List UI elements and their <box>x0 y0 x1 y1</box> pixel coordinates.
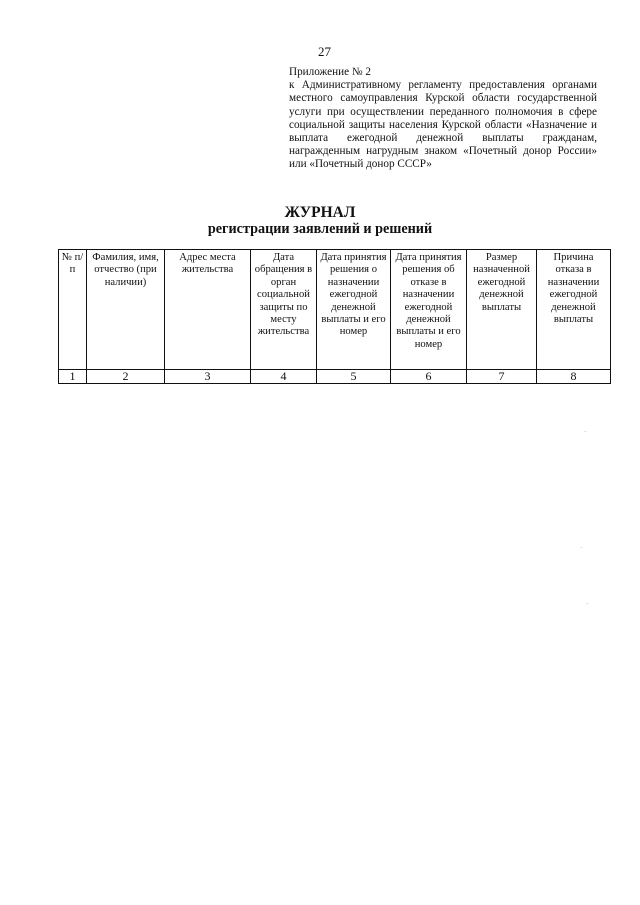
appendix-note <box>289 66 597 172</box>
scan-speck: · <box>586 600 589 608</box>
column-number: 1 <box>59 370 87 384</box>
column-number: 2 <box>87 370 165 384</box>
column-header-full-name: Фамилия, имя, отчество (при наличии) <box>87 250 165 370</box>
scan-speck: · <box>580 544 583 552</box>
journal-table <box>58 249 611 384</box>
column-number: 4 <box>251 370 317 384</box>
column-header-payment-amount: Размер назначенной ежегодной денежной выплаты <box>467 250 537 370</box>
column-number: 3 <box>165 370 251 384</box>
column-header-address: Адрес места жительства <box>165 250 251 370</box>
column-number: 8 <box>537 370 611 384</box>
column-number: 5 <box>317 370 391 384</box>
journal-subtitle: регистрации заявлений и решений <box>207 221 433 237</box>
appendix-title: Приложение № 2 <box>289 66 371 78</box>
journal-title: ЖУРНАЛ <box>284 204 356 221</box>
appendix-body: к Административному регламенту предоставления органами местного самоуправления Курской области государственной услуги при осуществлении переданного полномочия в сфере социальной защиты населения Курской области «Назначение и выплата ежегодной денежной выплаты гражданам, награжденным нагрудным знаком «Почетный донор России» или «Почетный донор СССР» <box>289 79 597 171</box>
column-number: 6 <box>391 370 467 384</box>
table-header-row <box>59 250 611 370</box>
column-header-number: № п/п <box>59 250 87 370</box>
scan-speck: · <box>584 428 587 436</box>
column-header-application-date: Дата обращения в орган социальной защиты по месту жительства <box>251 250 317 370</box>
column-number-row <box>59 370 611 384</box>
column-header-refusal-decision: Дата принятия решения об отказе в назначении ежегодной денежной выплаты и его номер <box>391 250 467 370</box>
column-header-refusal-reason: Причина отказа в назначении ежегодной денежной выплаты <box>537 250 611 370</box>
column-number: 7 <box>467 370 537 384</box>
column-header-grant-decision: Дата принятия решения о назначении ежегодной денежной выплаты и его номер <box>317 250 391 370</box>
page-number: 27 <box>318 44 331 59</box>
